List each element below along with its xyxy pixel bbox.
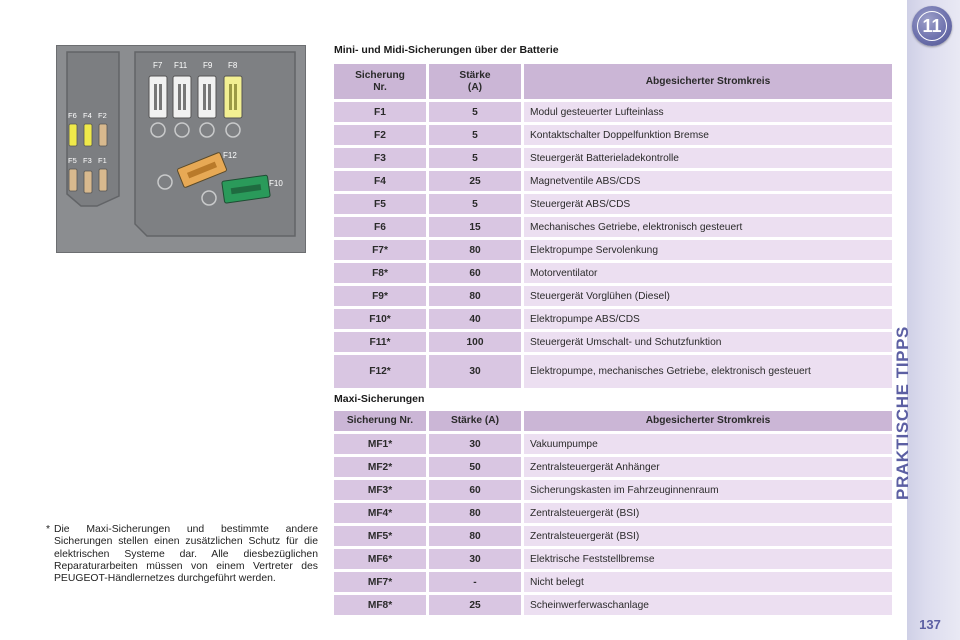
mini-midi-fuse-table	[334, 61, 892, 391]
table-row	[334, 503, 892, 523]
table-row	[334, 125, 892, 145]
footnote-text: Die Maxi-Sicherungen und bestimmte andere Sicherungen stellen einen zusätzlichen Schutz für die elektrischen Systeme dar. Alle diesbezüglichen Reparaturarbeiten müssen von einem Vertreter des PEUGEOT-Händlernetzes durchgeführt werden.	[54, 524, 318, 585]
amperage-cell: 5	[429, 125, 521, 145]
header-amperage: Stärke (A)	[429, 64, 521, 99]
circuit-cell: Kontaktschalter Doppelfunktion Bremse	[524, 125, 892, 145]
label-f5: F5	[68, 156, 77, 165]
table-row	[334, 240, 892, 260]
circuit-cell: Elektropumpe Servolenkung	[524, 240, 892, 260]
header-circuit: Abgesicherter Stromkreis	[524, 64, 892, 99]
maxi-heading: Maxi-Sicherungen	[334, 393, 425, 405]
fuse-number-cell: F8*	[334, 263, 426, 283]
footnote	[46, 524, 318, 585]
amperage-cell: 80	[429, 503, 521, 523]
fuse-f9	[198, 76, 216, 118]
fuse-number-cell: F5	[334, 194, 426, 214]
fuse-f3	[84, 171, 92, 193]
table-row	[334, 332, 892, 352]
circuit-cell: Vakuumpumpe	[524, 434, 892, 454]
amperage-cell: 30	[429, 549, 521, 569]
circuit-cell: Zentralsteuergerät Anhänger	[524, 457, 892, 477]
chapter-badge	[912, 6, 952, 46]
label-f8: F8	[228, 61, 238, 70]
table-row	[334, 102, 892, 122]
maxi-fuse-table	[334, 408, 892, 618]
fuse-number-cell: MF5*	[334, 526, 426, 546]
label-f7: F7	[153, 61, 163, 70]
circuit-cell: Zentralsteuergerät (BSI)	[524, 526, 892, 546]
header-fuse-number: Sicherung Nr.	[334, 411, 426, 431]
table-row	[334, 526, 892, 546]
fuse-f11	[173, 76, 191, 118]
fuse-f7	[149, 76, 167, 118]
label-f2: F2	[98, 111, 107, 120]
circuit-cell: Steuergerät Vorglühen (Diesel)	[524, 286, 892, 306]
amperage-cell: 25	[429, 171, 521, 191]
circuit-cell: Nicht belegt	[524, 572, 892, 592]
table-row	[334, 148, 892, 168]
label-f4: F4	[83, 111, 92, 120]
chapter-number: 11	[922, 16, 942, 36]
fuse-box-diagram	[56, 45, 306, 253]
page-number: 137	[919, 617, 941, 632]
table-row	[334, 309, 892, 329]
circuit-cell: Elektropumpe ABS/CDS	[524, 309, 892, 329]
fuse-number-cell: MF8*	[334, 595, 426, 615]
fuse-f5	[69, 169, 77, 191]
amperage-cell: 5	[429, 102, 521, 122]
label-f10: F10	[269, 179, 283, 188]
header-fuse-number: Sicherung Nr.	[334, 64, 426, 99]
circuit-cell: Mechanisches Getriebe, elektronisch gesteuert	[524, 217, 892, 237]
circuit-cell: Elektrische Feststellbremse	[524, 549, 892, 569]
fuse-number-cell: MF2*	[334, 457, 426, 477]
fuse-number-cell: F10*	[334, 309, 426, 329]
circuit-cell: Motorventilator	[524, 263, 892, 283]
label-f11: F11	[174, 61, 188, 70]
table-row	[334, 572, 892, 592]
table-row	[334, 171, 892, 191]
label-f1: F1	[98, 156, 107, 165]
amperage-cell: 5	[429, 148, 521, 168]
table-row	[334, 457, 892, 477]
fuse-number-cell: F4	[334, 171, 426, 191]
circuit-cell: Zentralsteuergerät (BSI)	[524, 503, 892, 523]
fuse-f4	[84, 124, 92, 146]
fuse-f2	[99, 124, 107, 146]
table-row	[334, 263, 892, 283]
circuit-cell: Scheinwerferwaschanlage	[524, 595, 892, 615]
fuse-number-cell: MF7*	[334, 572, 426, 592]
table-row	[334, 595, 892, 615]
table-header-row	[334, 64, 892, 99]
amperage-cell: 60	[429, 480, 521, 500]
table-row	[334, 194, 892, 214]
label-f9: F9	[203, 61, 213, 70]
fuse-number-cell: F3	[334, 148, 426, 168]
amperage-cell: -	[429, 572, 521, 592]
mini-midi-heading: Mini- und Midi-Sicherungen über der Batterie	[334, 44, 559, 56]
amperage-cell: 80	[429, 526, 521, 546]
fuse-number-cell: F6	[334, 217, 426, 237]
amperage-cell: 30	[429, 434, 521, 454]
fuse-box-illustration	[57, 46, 305, 252]
circuit-cell: Steuergerät Batterieladekontrolle	[524, 148, 892, 168]
label-f6: F6	[68, 111, 77, 120]
amperage-cell: 15	[429, 217, 521, 237]
fuse-number-cell: F2	[334, 125, 426, 145]
circuit-cell: Modul gesteuerter Lufteinlass	[524, 102, 892, 122]
table-row	[334, 480, 892, 500]
table-header-row	[334, 411, 892, 431]
circuit-cell: Elektropumpe, mechanisches Getriebe, elektronisch gesteuert	[524, 355, 892, 388]
amperage-cell: 80	[429, 286, 521, 306]
amperage-cell: 25	[429, 595, 521, 615]
table-row	[334, 286, 892, 306]
fuse-number-cell: MF4*	[334, 503, 426, 523]
footnote-marker: *	[46, 524, 51, 535]
fuse-number-cell: F1	[334, 102, 426, 122]
amperage-cell: 50	[429, 457, 521, 477]
amperage-cell: 60	[429, 263, 521, 283]
amperage-cell: 40	[429, 309, 521, 329]
section-title: PRAKTISCHE TIPPS	[893, 326, 912, 500]
header-amperage: Stärke (A)	[429, 411, 521, 431]
fuse-number-cell: MF3*	[334, 480, 426, 500]
fuse-f6	[69, 124, 77, 146]
table-row	[334, 217, 892, 237]
table-row	[334, 434, 892, 454]
fuse-number-cell: MF6*	[334, 549, 426, 569]
table-row	[334, 355, 892, 388]
fuse-number-cell: MF1*	[334, 434, 426, 454]
fuse-number-cell: F7*	[334, 240, 426, 260]
amperage-cell: 80	[429, 240, 521, 260]
amperage-cell: 5	[429, 194, 521, 214]
fuse-f8	[224, 76, 242, 118]
fuse-number-cell: F12*	[334, 355, 426, 388]
circuit-cell: Steuergerät Umschalt- und Schutzfunktion	[524, 332, 892, 352]
table-row	[334, 549, 892, 569]
amperage-cell: 30	[429, 355, 521, 388]
amperage-cell: 100	[429, 332, 521, 352]
fuse-number-cell: F11*	[334, 332, 426, 352]
label-f12: F12	[223, 151, 237, 160]
fuse-number-cell: F9*	[334, 286, 426, 306]
circuit-cell: Steuergerät ABS/CDS	[524, 194, 892, 214]
label-f3: F3	[83, 156, 92, 165]
circuit-cell: Magnetventile ABS/CDS	[524, 171, 892, 191]
circuit-cell: Sicherungskasten im Fahrzeuginnenraum	[524, 480, 892, 500]
header-circuit: Abgesicherter Stromkreis	[524, 411, 892, 431]
fuse-f1	[99, 169, 107, 191]
